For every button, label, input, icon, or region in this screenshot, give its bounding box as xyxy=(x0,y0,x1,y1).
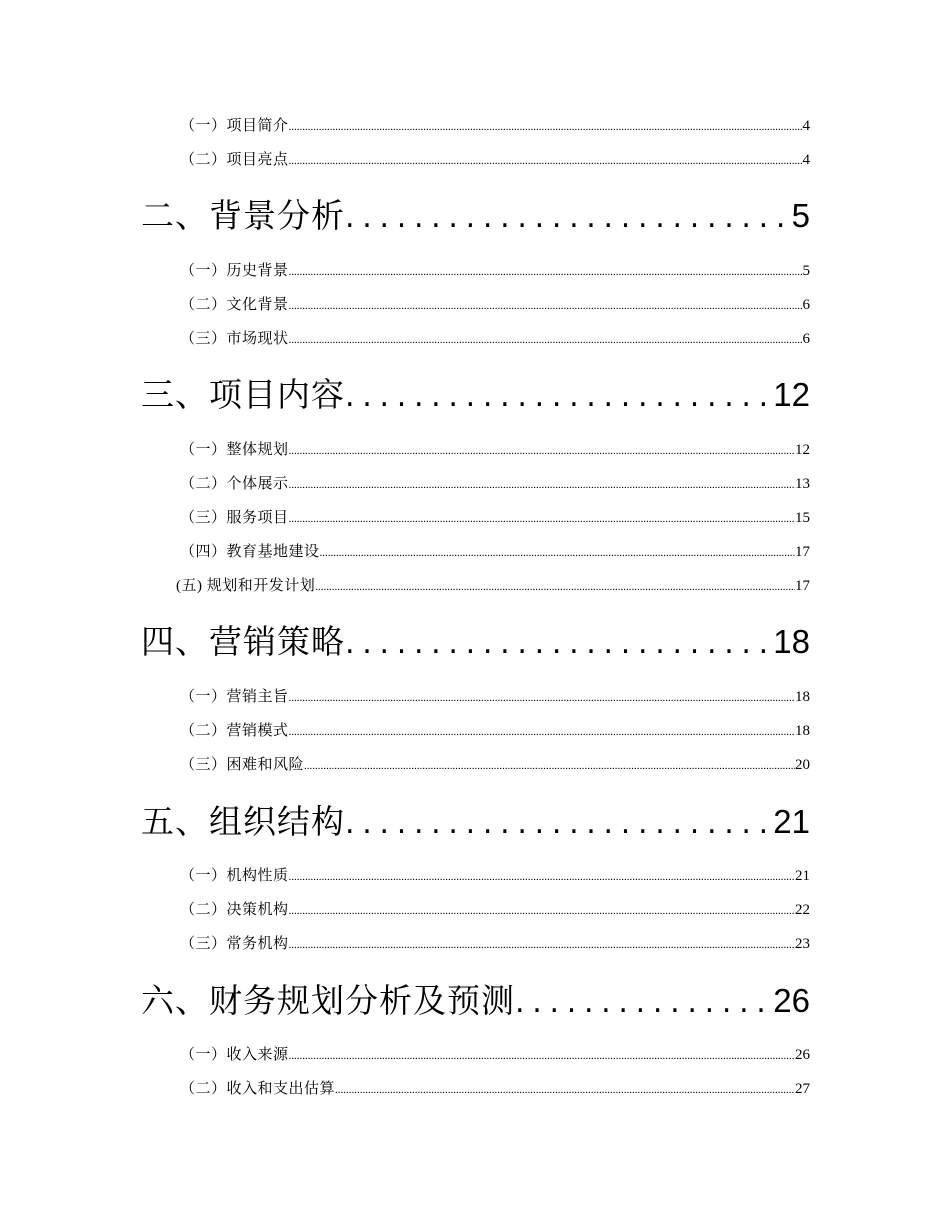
toc-chapter-marketing[interactable] xyxy=(141,616,810,660)
toc-entry-page: 17 xyxy=(795,544,810,560)
dot-leader xyxy=(289,905,795,917)
toc-entry-label: （四）教育基地建设 xyxy=(180,544,320,560)
toc-chapter-finance[interactable] xyxy=(141,975,810,1019)
toc-entry-page: 15 xyxy=(795,510,810,526)
toc-entry[interactable] xyxy=(180,438,810,460)
toc-entry[interactable] xyxy=(180,506,810,528)
toc-entry-label: （二）收入和支出估算 xyxy=(180,1081,336,1097)
toc-entry-page: 20 xyxy=(795,757,810,773)
toc-entry[interactable] xyxy=(176,574,810,596)
toc-entry-label: （一）营销主旨 xyxy=(180,689,289,705)
dot-leader xyxy=(289,266,803,278)
toc-chapter-background[interactable] xyxy=(141,190,810,234)
toc-entry-label: （三）市场现状 xyxy=(180,331,289,347)
toc-entry-label: (五) 规划和开发计划 xyxy=(176,578,316,594)
dot-leader xyxy=(345,626,773,661)
toc-entry[interactable] xyxy=(180,932,810,954)
toc-entry[interactable] xyxy=(180,864,810,886)
toc-entry-page: 21 xyxy=(795,868,810,884)
toc-entry-page: 6 xyxy=(802,297,810,313)
toc-entry[interactable] xyxy=(180,753,810,775)
dot-leader xyxy=(515,985,773,1020)
toc-entry-label: （一）历史背景 xyxy=(180,263,289,279)
toc-entry-label: （二）决策机构 xyxy=(180,902,289,918)
toc-entry[interactable] xyxy=(180,1077,810,1099)
dot-leader xyxy=(289,1050,795,1062)
toc-entry-project-intro[interactable] xyxy=(180,114,810,136)
toc-chapter-page: 5 xyxy=(791,197,810,234)
dot-leader xyxy=(289,871,795,883)
toc-entry[interactable] xyxy=(180,898,810,920)
toc-chapter-label: 五、组织结构 xyxy=(141,802,345,841)
dot-leader xyxy=(289,334,803,346)
toc-entry-label: （二）项目亮点 xyxy=(180,152,289,168)
toc-entry-page: 23 xyxy=(795,936,810,952)
toc-entry-label: （二）个体展示 xyxy=(180,476,289,492)
toc-entry-page: 4 xyxy=(802,152,810,168)
toc-entry-page: 22 xyxy=(795,902,810,918)
dot-leader xyxy=(289,726,795,738)
toc-entry[interactable] xyxy=(180,540,810,562)
toc-entry-label: （二）文化背景 xyxy=(180,297,289,313)
toc-entry-page: 17 xyxy=(795,578,810,594)
toc-entry[interactable] xyxy=(180,259,810,281)
dot-leader xyxy=(315,581,795,593)
dot-leader xyxy=(345,379,773,414)
toc-entry[interactable] xyxy=(180,1043,810,1065)
toc-chapter-label: 四、营销策略 xyxy=(141,622,345,661)
toc-chapter-page: 18 xyxy=(773,623,810,660)
toc-chapter-organization[interactable] xyxy=(141,796,810,840)
toc-entry-label: （一）整体规划 xyxy=(180,442,289,458)
toc-entry-project-highlights[interactable] xyxy=(180,148,810,170)
toc-chapter-page: 21 xyxy=(773,803,810,840)
dot-leader xyxy=(320,547,795,559)
toc-entry[interactable] xyxy=(180,327,810,349)
toc-entry-page: 4 xyxy=(802,118,810,134)
toc-entry-page: 5 xyxy=(802,263,810,279)
dot-leader xyxy=(345,806,773,841)
dot-leader xyxy=(304,760,795,772)
toc-entry-page: 18 xyxy=(795,689,810,705)
toc-entry[interactable] xyxy=(180,719,810,741)
toc-entry-label: （三）困难和风险 xyxy=(180,757,305,773)
toc-chapter-project-content[interactable] xyxy=(141,369,810,413)
toc-chapter-label: 二、背景分析 xyxy=(141,196,345,235)
toc-entry-page: 13 xyxy=(795,476,810,492)
toc-entry-page: 27 xyxy=(795,1081,810,1097)
toc-entry-label: （一）机构性质 xyxy=(180,868,289,884)
dot-leader xyxy=(289,939,795,951)
toc-entry-page: 18 xyxy=(795,723,810,739)
toc-entry[interactable] xyxy=(180,472,810,494)
dot-leader xyxy=(289,155,803,167)
dot-leader xyxy=(289,300,803,312)
dot-leader xyxy=(345,200,792,235)
toc-chapter-label: 三、项目内容 xyxy=(141,375,345,414)
toc-entry[interactable] xyxy=(180,293,810,315)
toc-entry-page: 12 xyxy=(795,442,810,458)
toc-entry[interactable] xyxy=(180,685,810,707)
toc-entry-label: （三）服务项目 xyxy=(180,510,289,526)
dot-leader xyxy=(289,513,795,525)
toc-entry-label: （二）营销模式 xyxy=(180,723,289,739)
dot-leader xyxy=(289,692,795,704)
dot-leader xyxy=(289,445,795,457)
toc-entry-label: （一）收入来源 xyxy=(180,1047,289,1063)
toc-entry-page: 26 xyxy=(795,1047,810,1063)
dot-leader xyxy=(289,479,795,491)
dot-leader xyxy=(335,1084,795,1096)
toc-chapter-label: 六、财务规划分析及预测 xyxy=(141,981,515,1020)
toc-entry-label: （一）项目简介 xyxy=(180,118,289,134)
toc-entry-label: （三）常务机构 xyxy=(180,936,289,952)
dot-leader xyxy=(289,121,803,133)
toc-chapter-page: 12 xyxy=(773,376,810,413)
toc-chapter-page: 26 xyxy=(773,982,810,1019)
toc-entry-page: 6 xyxy=(802,331,810,347)
